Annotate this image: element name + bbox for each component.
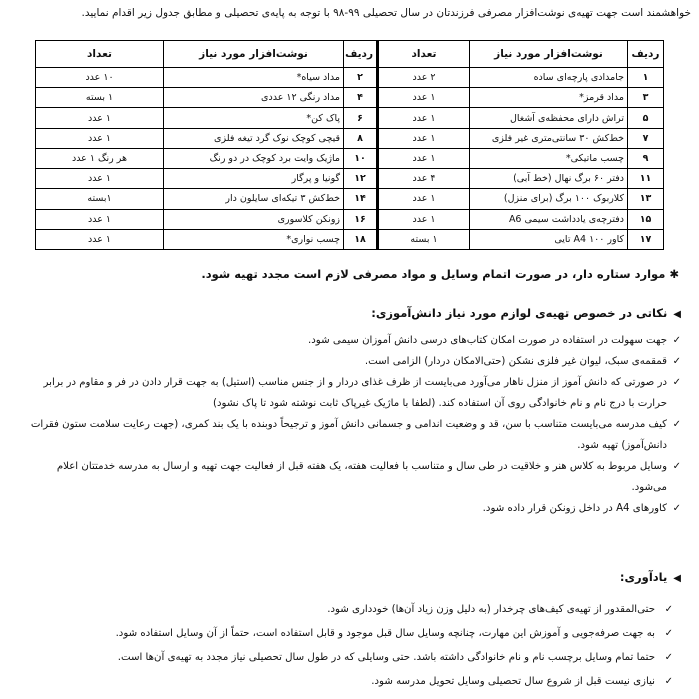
item-qty: ۱ بسته: [36, 88, 164, 108]
tips-heading: [371, 306, 681, 320]
table-row: [36, 189, 664, 209]
item-qty: ۱ عدد: [378, 128, 470, 148]
item-qty: ۱ عدد: [36, 169, 164, 189]
item-name: زونکن کلاسوری: [164, 209, 344, 229]
row-number: ۱۰: [344, 148, 378, 168]
row-number: ۱۸: [344, 229, 378, 249]
item-name: مداد قرمز*: [470, 88, 628, 108]
checkmark-icon: ✓: [664, 604, 673, 615]
list-item: [28, 646, 681, 670]
list-item: [28, 670, 681, 694]
list-item: [28, 598, 681, 622]
item-name: ماژیک وایت برد کوچک در دو رنگ: [164, 148, 344, 168]
item-qty: ۲ عدد: [378, 68, 470, 88]
item-qty: ۱بسته: [36, 189, 164, 209]
row-number: ۱۷: [628, 229, 664, 249]
header-item: نوشت‌افزار مورد نیاز: [470, 41, 628, 68]
reminder-text: حتی‌المقدور از تهیه‌ی کیف‌های چرخدار (به دلیل وزن زیاد آن‌ها) خودداری شود.: [327, 604, 655, 615]
table-row: [36, 148, 664, 168]
row-number: ۹: [628, 148, 664, 168]
tip-text: در صورتی که دانش آموز از منزل ناهار می‌آورد می‌بایست از ظرف غذای دردار و از جنس مناسب (استیل) به جهت قرار دادن در فر و مقاوم در برابر حرارت با درج نام و نام خانوادگی روی آن استفاده کند. (لطفا با ماژیک غیرپاک ثابت نوشته شود تا پاک نشود): [43, 377, 667, 409]
triangle-bullet-icon: ◀: [673, 573, 681, 584]
table-header-row: [36, 41, 664, 68]
list-item: [28, 498, 681, 519]
table-row: [36, 108, 664, 128]
item-qty: ۱ عدد: [36, 108, 164, 128]
list-item: [28, 351, 681, 372]
list-item: [28, 456, 681, 498]
item-qty: ۴ عدد: [378, 169, 470, 189]
item-name: مداد رنگی ۱۲ عددی: [164, 88, 344, 108]
checkmark-icon: ✓: [672, 503, 681, 514]
row-number: ۶: [344, 108, 378, 128]
checkmark-icon: ✓: [672, 356, 681, 367]
header-row-no: ردیف: [344, 41, 378, 68]
reminders-list: [28, 598, 681, 694]
item-name: خط‌کش ۳۰ سانتی‌متری غیر فلزی: [470, 128, 628, 148]
tip-text: جهت سهولت در استفاده در صورت امکان کتاب‌های درسی دانش آموزان سیمی شود.: [308, 335, 667, 346]
item-name: چسب نواری*: [164, 229, 344, 249]
reminder-text: نیازی نیست قبل از شروع سال تحصیلی وسایل تحویل مدرسه شود.: [371, 676, 655, 687]
item-qty: ۱ عدد: [378, 108, 470, 128]
tip-text: قمقمه‌ی سبک، لیوان غیر فلزی نشکن (حتی‌الامکان دردار) الزامی است.: [364, 356, 667, 367]
item-name: جامدادی پارچه‌ای ساده: [470, 68, 628, 88]
table-row: [36, 68, 664, 88]
row-number: ۱: [628, 68, 664, 88]
list-item: [28, 330, 681, 351]
item-name: دفترچه‌ی یادداشت سیمی A6: [470, 209, 628, 229]
checkmark-icon: ✓: [664, 628, 673, 639]
item-qty: ۱ عدد: [378, 209, 470, 229]
row-number: ۵: [628, 108, 664, 128]
row-number: ۴: [344, 88, 378, 108]
item-qty: ۱ عدد: [378, 88, 470, 108]
item-qty: ۱ عدد: [378, 189, 470, 209]
row-number: ۲: [344, 68, 378, 88]
item-name: پاک کن*: [164, 108, 344, 128]
tips-list: [28, 330, 681, 519]
table-row: [36, 88, 664, 108]
item-name: خط‌کش ۳ تیکه‌ای سایلون دار: [164, 189, 344, 209]
item-name: گونیا و پرگار: [164, 169, 344, 189]
item-qty: هر رنگ ۱ عدد: [36, 148, 164, 168]
reminders-title: یادآوری:: [619, 570, 668, 584]
table-row: [36, 209, 664, 229]
reminders-heading: [620, 570, 681, 584]
item-name: چسب ماتیکی*: [470, 148, 628, 168]
row-number: ۱۶: [344, 209, 378, 229]
item-name: کلاربوک ۱۰۰ برگ (برای منزل): [470, 189, 628, 209]
item-name: مداد سیاه*: [164, 68, 344, 88]
checkmark-icon: ✓: [664, 652, 673, 663]
item-qty: ۱ عدد: [36, 128, 164, 148]
item-qty: ۱ عدد: [36, 209, 164, 229]
tip-text: کیف مدرسه می‌بایست متناسب با سن، قد و وضعیت اندامی و جسمانی دانش آموز و ترجیحاً دوبنده با یک بند کمری، (جهت رعایت سلامت ستون فقرات دانش‌آموز) تهیه شود.: [30, 419, 667, 451]
list-item: [28, 372, 681, 414]
checkmark-icon: ✓: [664, 676, 673, 687]
header-row-no: ردیف: [628, 41, 664, 68]
row-number: ۳: [628, 88, 664, 108]
table-row: [36, 169, 664, 189]
table-row: [36, 229, 664, 249]
row-number: ۱۳: [628, 189, 664, 209]
row-number: ۷: [628, 128, 664, 148]
header-item: نوشت‌افزار مورد نیاز: [164, 41, 344, 68]
checkmark-icon: ✓: [672, 335, 681, 346]
row-number: ۱۵: [628, 209, 664, 229]
tip-text: کاورهای A4 در داخل زونکن قرار داده شود.: [482, 503, 667, 514]
checkmark-icon: ✓: [672, 377, 681, 388]
item-name: قیچی کوچک نوک گرد تیغه فلزی: [164, 128, 344, 148]
star-note: ✱ موارد ستاره دار، در صورت اتمام وسایل و مواد مصرفی لازم است مجدد تهیه شود.: [201, 267, 679, 281]
triangle-bullet-icon: ◀: [673, 309, 681, 320]
supplies-table: [35, 40, 664, 250]
tips-title: نکاتی در خصوص تهیه‌ی لوازم مورد نیاز دانش‌آموزی:: [371, 306, 668, 320]
item-qty: ۱ عدد: [36, 229, 164, 249]
header-qty: تعداد: [36, 41, 164, 68]
reminder-text: حتما تمام وسایل برچسب نام و نام خانوادگی داشته باشد. حتی وسایلی که در طول سال تحصیلی نیاز مجدد به تهیه‌ی آن‌ها است.: [117, 652, 655, 663]
table-row: [36, 128, 664, 148]
item-name: تراش دارای محفظه‌ی آشغال: [470, 108, 628, 128]
header-qty: تعداد: [378, 41, 470, 68]
item-qty: ۱ عدد: [378, 148, 470, 168]
item-qty: ۱۰ عدد: [36, 68, 164, 88]
item-name: کاور A4 ۱۰۰ تایی: [470, 229, 628, 249]
item-name: دفتر ۶۰ برگ نهال (خط آبی): [470, 169, 628, 189]
intro-text: خواهشمند است جهت تهیه‌ی نوشت‌افزار مصرفی فرزندتان در سال تحصیلی ۹۹-۹۸ با توجه به پایه‌ی تحصیلی و مطابق جدول زیر اقدام نمایید.: [81, 7, 691, 19]
row-number: ۱۱: [628, 169, 664, 189]
reminder-text: به جهت صرفه‌جویی و آموزش این مهارت، چنانچه وسایل سال قبل موجود و قابل استفاده است، حتماً از آن وسایل استفاده شود.: [115, 628, 655, 639]
tip-text: وسایل مربوط به کلاس هنر و خلاقیت در طی سال و متناسب با فعالیت هفته، یک هفته قبل از فعالیت جهت تهیه و ارسال به مدرسه خدمتتان اعلام می‌شود.: [56, 461, 667, 493]
list-item: [28, 622, 681, 646]
checkmark-icon: ✓: [672, 419, 681, 430]
checkmark-icon: ✓: [672, 461, 681, 472]
row-number: ۱۲: [344, 169, 378, 189]
item-qty: ۱ بسته: [378, 229, 470, 249]
row-number: ۱۴: [344, 189, 378, 209]
row-number: ۸: [344, 128, 378, 148]
list-item: [28, 414, 681, 456]
